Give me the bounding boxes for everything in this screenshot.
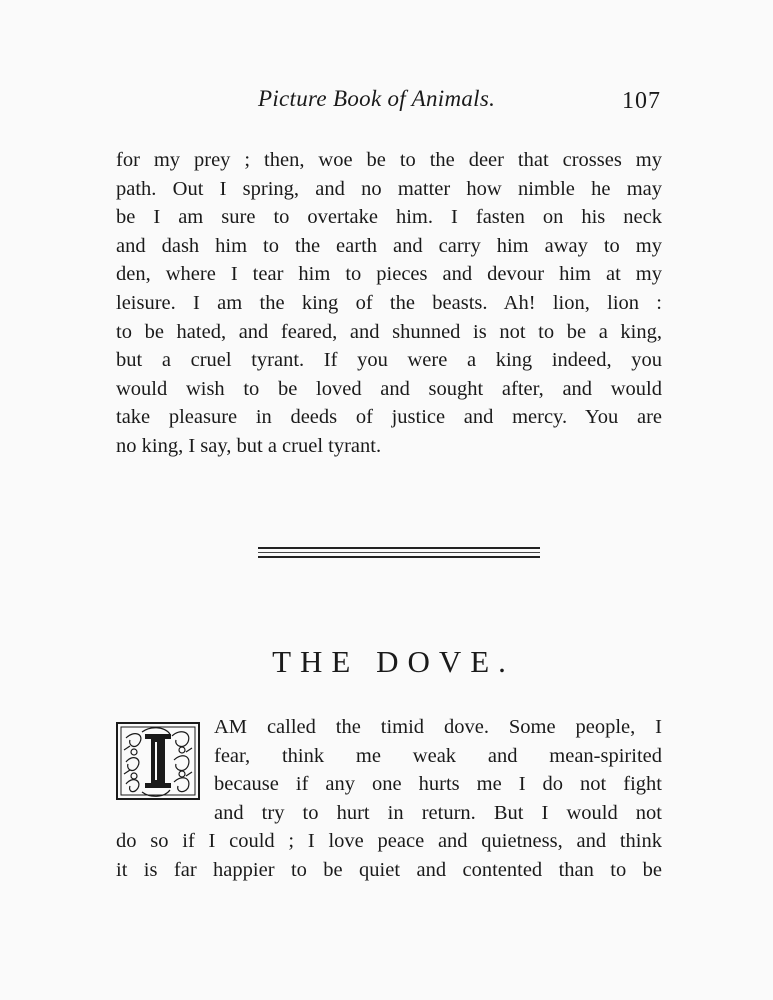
text-line: be I am sure to overtake him. I fasten on his neck [116,206,662,229]
text-line: den, where I tear him to pieces and devour him at my [116,263,662,286]
dropcap-ornament-icon [116,722,200,800]
text-line: would wish to be loved and sought after, and would [116,377,662,400]
divider-line-thick [258,556,540,558]
text-line: it is far happier to be quiet and contented than to be [116,858,662,881]
divider-line-thick [258,547,540,549]
text-line: and try to hurt in return. But I would not [214,801,662,824]
text-line: to be hated, and feared, and shunned is not to be a king, [116,320,662,343]
ornamental-dropcap [116,722,200,800]
divider-line-thin [258,552,540,553]
dove-passage-indented [214,713,662,827]
text-line: no king, I say, but a cruel tyrant. [116,434,382,457]
lion-passage [116,146,662,461]
running-title: Picture Book of Animals. [258,86,496,111]
running-head [116,86,661,120]
text-line: leisure. I am the king of the beasts. Ah! lion, lion : [116,291,662,314]
page-number: 107 [622,88,661,114]
section-title: THE DOVE. [272,644,515,679]
section-divider-rule [258,547,540,561]
dove-passage-full [116,827,662,884]
text-line: path. Out I spring, and no matter how nimble he may [116,177,662,200]
text-line: because if any one hurts me I do not fight [214,773,662,796]
text-line: take pleasure in deeds of justice and mercy. You are [116,406,662,429]
text-line: AM called the timid dove. Some people, I [214,716,662,738]
text-line: but a cruel tyrant. If you were a king indeed, you [116,349,662,372]
text-line: for my prey ; then, woe be to the deer that crosses my [116,149,662,171]
text-line: do so if I could ; I love peace and quietness, and think [116,830,662,852]
text-line: and dash him to the earth and carry him away to my [116,234,662,257]
text-line: fear, think me weak and mean-spirited [214,744,662,767]
